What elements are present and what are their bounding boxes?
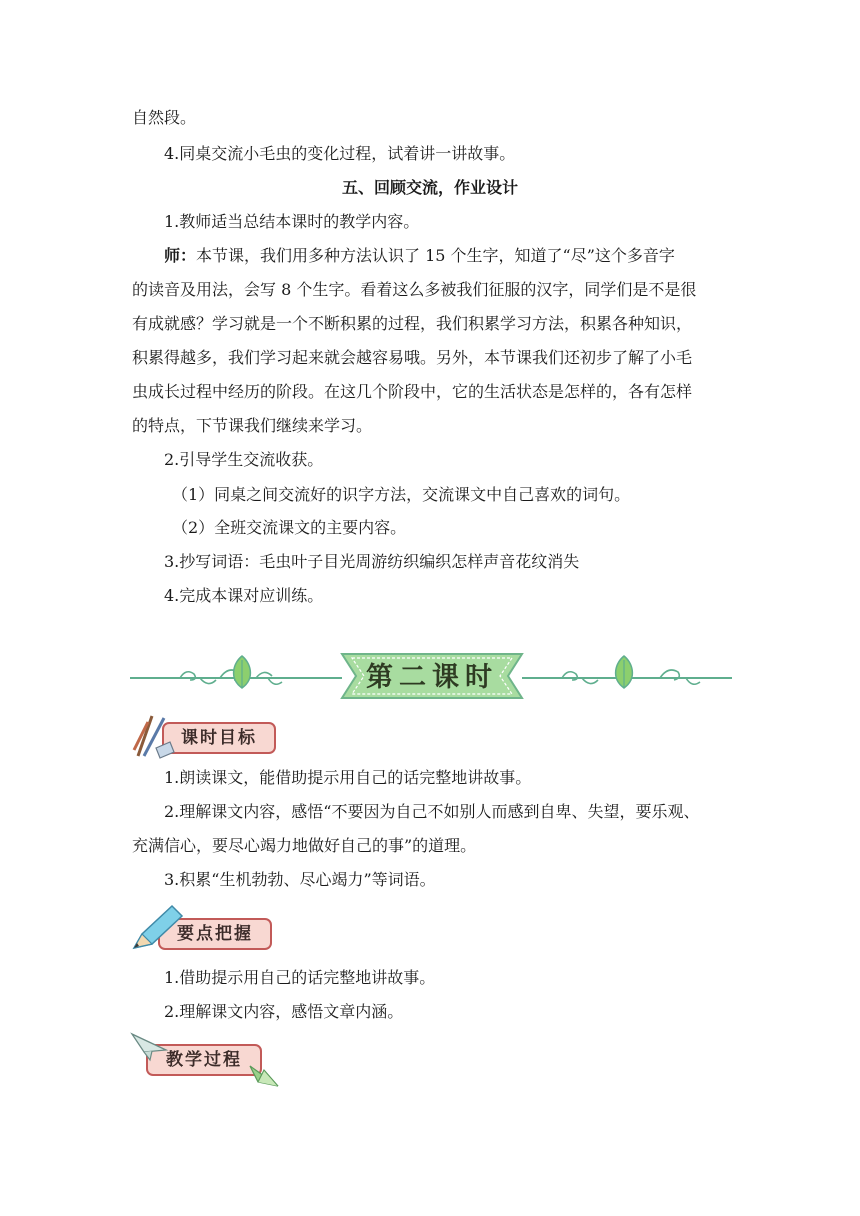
pencil-icon [128, 902, 184, 958]
text-line: 4.同桌交流小毛虫的变化过程，试着讲一讲故事。 [164, 144, 516, 163]
process-tag [130, 1032, 280, 1090]
process-tag-label: 教学过程 [146, 1044, 262, 1076]
leaf-left-icon [234, 656, 251, 688]
objective-item: 1.朗读课文，能借助提示用自己的话完整地讲故事。 [164, 768, 532, 787]
objective-item: 3.积累“生机勃勃、尽心竭力”等词语。 [164, 870, 436, 889]
text-line: （2）全班交流课文的主要内容。 [172, 518, 407, 537]
key-points-tag-label: 要点把握 [158, 918, 272, 950]
text-line: 4.完成本课对应训练。 [164, 586, 324, 605]
leaf-right-icon [616, 656, 633, 688]
text-line: 的读音及用法，会写 8 个生字。看着这么多被我们征服的汉字，同学们是不是很 [132, 280, 697, 299]
key-points-tag [128, 902, 274, 958]
text-line: 有成就感？学习就是一个不断积累的过程，我们积累学习方法，积累各种知识， [132, 314, 693, 333]
objective-item: 2.理解课文内容，感悟“不要因为自己不如别人而感到自卑、失望，要乐观、 [164, 802, 700, 821]
paper-plane-left-icon [130, 1032, 170, 1062]
text-line: 3.抄写词语：毛虫叶子目光周游纺织编织怎样声音花纹消失 [164, 552, 580, 571]
key-point-item: 1.借助提示用自己的话完整地讲故事。 [164, 968, 436, 987]
teacher-label: 师： [164, 246, 197, 265]
objectives-tag [130, 712, 280, 760]
text-line: 的特点，下节课我们继续来学习。 [132, 416, 373, 435]
section-heading: 五、回顾交流，作业设计 [341, 178, 518, 197]
paragraph-text: 本节课，我们用多种方法认识了 15 个生字，知道了“尽”这个多音字 [196, 246, 675, 265]
text-line: （1）同桌之间交流好的识字方法，交流课文中自己喜欢的词句。 [172, 485, 631, 504]
banner-title: 第二课时 [366, 662, 498, 693]
brushes-icon [130, 712, 180, 760]
objectives-tag-label: 课时目标 [162, 722, 276, 754]
text-line: 虫成长过程中经历的阶段。在这几个阶段中，它的生活状态是怎样的，各有怎样 [132, 382, 693, 401]
lesson-divider [130, 648, 732, 704]
text-line: 1.教师适当总结本课时的教学内容。 [164, 212, 420, 231]
text-line: 积累得越多，我们学习起来就会越容易哦。另外，本节课我们还初步了解了小毛 [132, 348, 693, 367]
key-point-item: 2.理解课文内容，感悟文章内涵。 [164, 1002, 404, 1021]
paper-plane-right-icon [248, 1060, 280, 1090]
objective-item-continued: 充满信心，要尽心竭力地做好自己的事”的道理。 [132, 836, 477, 855]
teacher-paragraph-line [164, 246, 675, 266]
text-line: 2.引导学生交流收获。 [164, 450, 324, 469]
text-line: 自然段。 [132, 108, 197, 127]
